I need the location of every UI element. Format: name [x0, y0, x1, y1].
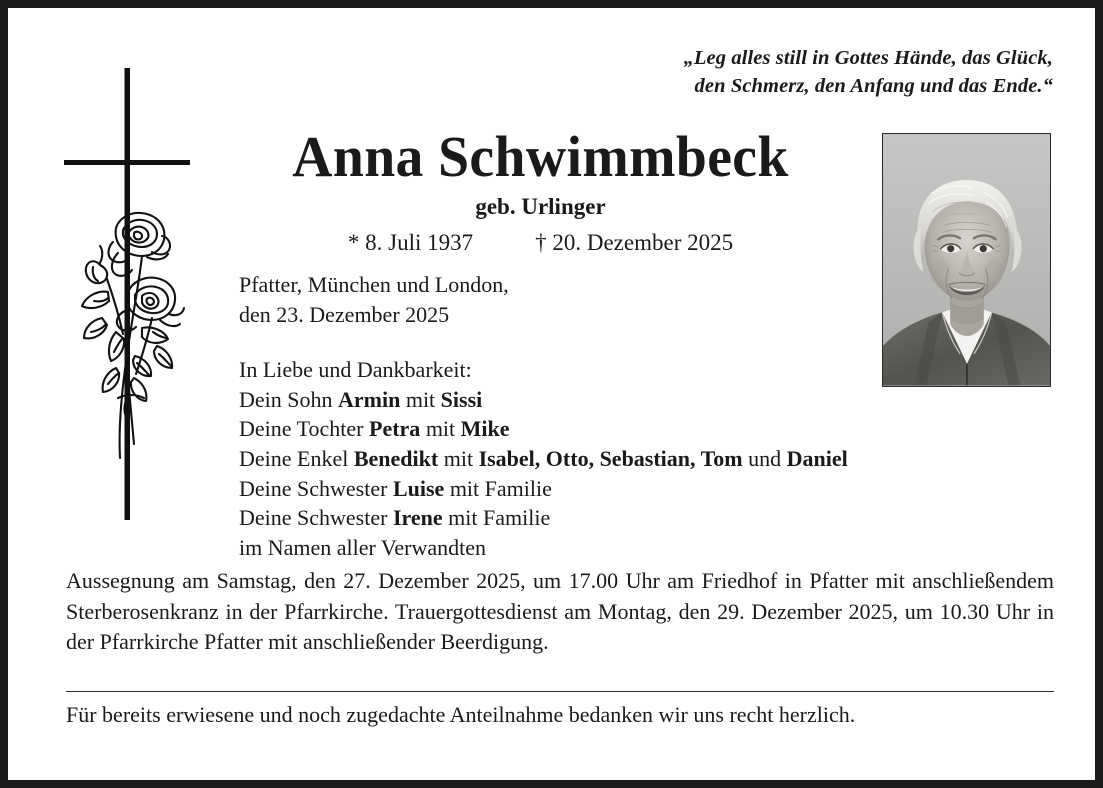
family-line-grandchildren: [239, 444, 1039, 474]
cross-with-roses-icon: [56, 60, 204, 528]
family-name-bold: Mike: [460, 416, 510, 442]
notice-inner: [8, 8, 1095, 780]
family-name-bold: Isabel, Otto, Sebastian, Tom: [478, 445, 743, 471]
family-pre-text: Deine Schwester: [239, 505, 393, 531]
family-mid-text: mit Familie: [444, 475, 552, 501]
maiden-name: geb. Urlinger: [475, 194, 606, 219]
family-closing: im Namen aller Verwandten: [239, 534, 487, 560]
place-line-2: den 23. Dezember 2025: [239, 301, 450, 327]
divider-rule: [66, 691, 1054, 692]
family-name-bold: Daniel: [786, 445, 848, 471]
family-name-bold: Sissi: [440, 386, 483, 412]
family-line-daughter: [239, 414, 1039, 444]
family-name-bold: Petra: [369, 416, 421, 442]
family-block: [239, 355, 1039, 562]
life-dates: [218, 228, 863, 258]
family-pre-text: Dein Sohn: [239, 386, 338, 412]
family-line-sister-irene: [239, 503, 1039, 533]
name-block: [218, 126, 863, 258]
family-name-bold: Luise: [392, 475, 445, 501]
family-mid-text: mit: [420, 416, 461, 442]
family-intro: In Liebe und Dankbarkeit:: [239, 357, 472, 383]
place-line-1: Pfatter, München und London,: [239, 272, 509, 297]
main-text-column: [239, 270, 1039, 562]
family-post-text: und: [742, 445, 787, 471]
family-name-bold: Armin: [338, 386, 401, 412]
family-line-son: [239, 385, 1039, 415]
family-mid-text: mit: [438, 445, 479, 471]
family-mid-text: mit: [400, 386, 441, 412]
funeral-paragraph: Aussegnung am Samstag, den 27. Dezember 2025, um 17.00 Uhr am Friedhof in Pfatter mit anschließendem Sterberosenkranz in der Pfarrkirche. Trauergottesdienst am Montag, den 29. Dezember 2025, um 10.30 Uhr in der Pfarrkirche Pfatter mit anschließender Beerdigung.: [66, 568, 1054, 654]
family-name-bold: Irene: [392, 505, 443, 531]
family-pre-text: Deine Schwester: [239, 475, 393, 501]
thanks-paragraph: Für bereits erwiesene und noch zugedachte Anteilnahme bedanken wir uns recht herzlich.: [66, 702, 856, 727]
family-pre-text: Deine Enkel: [239, 445, 354, 471]
birth-date: * 8. Juli 1937: [347, 230, 474, 255]
deceased-name: Anna Schwimmbeck: [292, 124, 789, 189]
memorial-quote: [438, 44, 1053, 100]
family-line-sister-luise: [239, 474, 1039, 504]
family-mid-text: mit Familie: [442, 505, 551, 531]
family-name-bold: Benedikt: [353, 445, 439, 471]
place-and-date-block: [239, 270, 1039, 329]
quote-line-2: den Schmerz, den Anfang und das Ende.“: [694, 75, 1053, 97]
quote-line-1: „Leg alles still in Gottes Hände, das Glück,: [683, 47, 1053, 69]
family-pre-text: Deine Tochter: [239, 416, 370, 442]
death-date: † 20. Dezember 2025: [535, 230, 734, 255]
